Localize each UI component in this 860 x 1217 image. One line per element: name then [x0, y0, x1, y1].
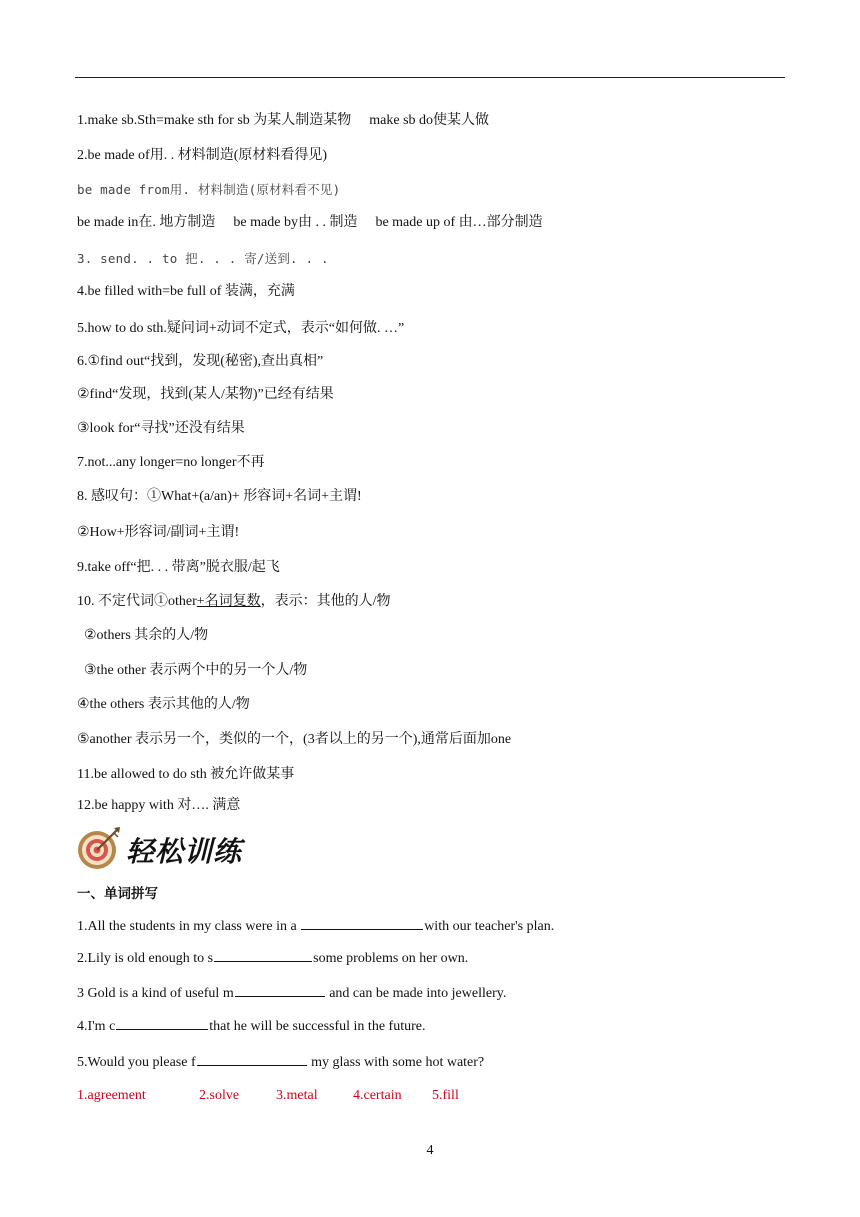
section-title: 轻松训练	[126, 835, 243, 868]
note-12: 12.be happy with 对…. 满意	[77, 798, 241, 813]
page-number: 4	[426, 1143, 434, 1158]
exercise-3-rest: and can be made into jewellery.	[325, 986, 507, 1001]
exercise-1-prompt: 1.All the students in my class were in a	[77, 919, 301, 934]
note-7: 7.not...any longer=no longer不再	[77, 455, 265, 470]
answer-1: 1.agreement	[77, 1088, 146, 1103]
exercise-2-prompt: 2.Lily is old enough to s	[77, 951, 214, 966]
exercise-4	[77, 1017, 425, 1036]
exercise-1-rest: with our teacher's plan.	[424, 919, 555, 934]
note-5: 5.how to do sth.疑问词+动词不定式，表示“如何做. …”	[77, 321, 405, 336]
answer-blank[interactable]	[116, 1017, 208, 1030]
note-3: 3. send. . to 把. . . 寄/送到. . .	[77, 251, 329, 266]
note-2c-part-c: be made up of 由…部分制造	[375, 215, 543, 230]
exercise-3-prompt: 3 Gold is a kind of useful m	[77, 986, 234, 1001]
answer-blank[interactable]	[214, 949, 312, 962]
answer-blank[interactable]	[301, 917, 423, 930]
exercise-5-rest: my glass with some hot water?	[307, 1055, 485, 1070]
note-10b: ②others 其余的人/物	[84, 628, 209, 643]
note-2c	[77, 214, 543, 232]
answer-key	[77, 1087, 459, 1105]
header-rule	[75, 77, 785, 78]
answer-4: 4.certain	[353, 1088, 402, 1103]
exercise-1	[77, 917, 554, 936]
exercise-4-prompt: 4.I'm c	[77, 1019, 116, 1034]
answer-3: 3.metal	[276, 1088, 318, 1103]
note-1-part-a: 1.make sb.Sth=make sth for sb 为某人制造某物	[77, 113, 352, 128]
note-10-prefix: 10. 不定代词①other	[77, 594, 197, 609]
answer-5: 5.fill	[432, 1088, 459, 1103]
note-2c-part-a: be made in在. 地方制造	[77, 215, 216, 230]
exercise-4-rest: that he will be successful in the future.	[209, 1019, 426, 1034]
exercise-5-prompt: 5.Would you please f	[77, 1055, 196, 1070]
note-2b: be made from用. 材料制造(原材料看不见)	[77, 182, 341, 197]
answer-blank[interactable]	[235, 984, 325, 997]
note-6b: ②find“发现，找到(某人/某物)”已经有结果	[77, 387, 334, 402]
note-6: 6.①find out“找到，发现(秘密),查出真相”	[77, 354, 324, 369]
note-10-suffix: ，表示：其他的人/物	[260, 594, 391, 609]
note-10	[77, 593, 391, 611]
note-10c: ③the other 表示两个中的另一个人/物	[84, 663, 308, 678]
note-10-underlined: +名词复数	[196, 594, 261, 609]
exercise-2	[77, 949, 468, 968]
subheading: 一、单词拼写	[77, 886, 158, 902]
note-2c-part-b: be made by由 . . 制造	[233, 215, 358, 230]
note-2: 2.be made of用. . 材料制造(原材料看得见)	[77, 148, 328, 163]
note-8b: ②How+形容词/副词+主谓!	[77, 525, 240, 540]
note-1	[77, 112, 489, 130]
target-arrow-icon	[76, 825, 122, 876]
exercise-5	[77, 1053, 484, 1072]
note-4: 4.be filled with=be full of 装满，充满	[77, 284, 295, 299]
answer-blank[interactable]	[197, 1053, 307, 1066]
answer-2: 2.solve	[199, 1088, 240, 1103]
exercise-3	[77, 984, 506, 1003]
exercise-2-rest: some problems on her own.	[313, 951, 469, 966]
note-1-part-b: make sb do使某人做	[369, 113, 490, 128]
section-header	[76, 826, 242, 874]
note-10d: ④the others 表示其他的人/物	[77, 697, 250, 712]
note-10e: ⑤another 表示另一个，类似的一个，(3者以上的另一个),通常后面加one	[77, 732, 512, 747]
note-8: 8. 感叹句：①What+(a/an)+ 形容词+名词+主谓!	[77, 489, 362, 504]
note-9: 9.take off“把. . . 带离”脱衣服/起飞	[77, 560, 280, 575]
note-11: 11.be allowed to do sth 被允许做某事	[77, 767, 295, 782]
note-6c: ③look for“寻找”还没有结果	[77, 421, 245, 436]
